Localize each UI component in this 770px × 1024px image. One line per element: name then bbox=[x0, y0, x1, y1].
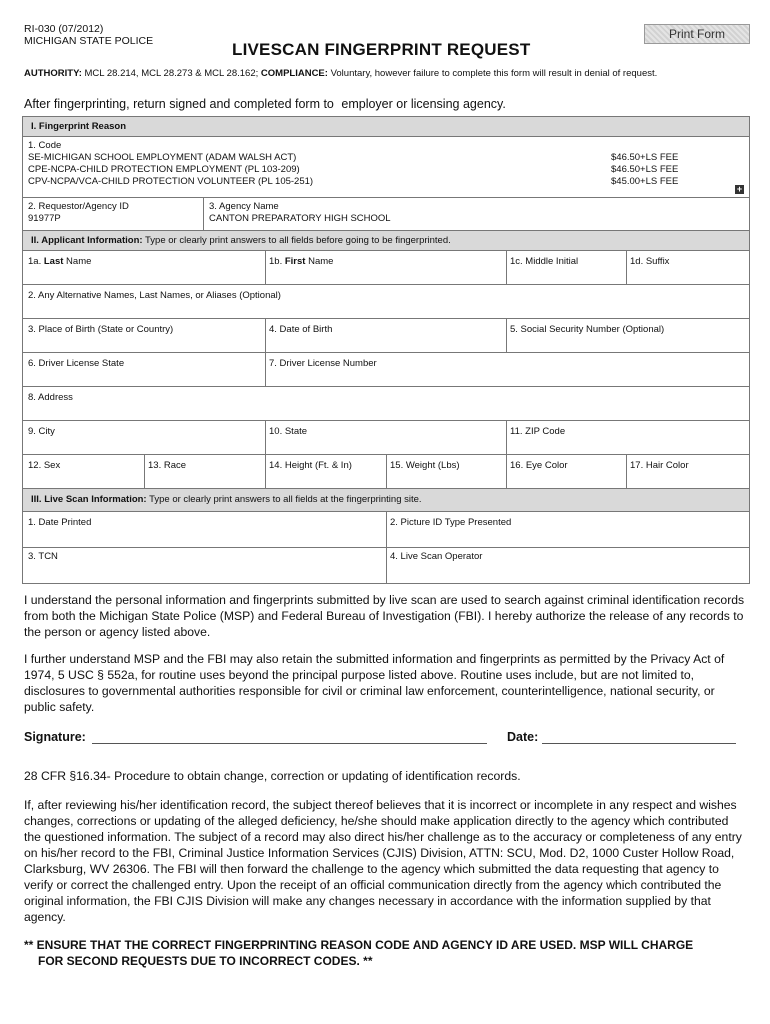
compliance-label: COMPLIANCE: bbox=[260, 68, 328, 79]
consent-paragraph-1: I understand the personal information and fingerprints submitted by live scan are used to search against criminal identification records from both the Michigan State Police (MSP) and Federal Bureau of Investigation (FBI). I hereby authorize the release of any records to the person or agency listed above. bbox=[24, 593, 745, 639]
field-label-bold: Last bbox=[43, 256, 64, 267]
return-instruction-text: After fingerprinting, return signed and completed form to bbox=[24, 97, 334, 111]
field-label: 1b. bbox=[269, 256, 283, 267]
tcn-field[interactable]: 3. TCN bbox=[28, 551, 58, 562]
city-field[interactable]: 9. City bbox=[28, 426, 55, 437]
hair-color-field[interactable]: 17. Hair Color bbox=[630, 460, 689, 471]
return-instruction bbox=[24, 97, 506, 111]
signature-label: Signature: bbox=[24, 730, 86, 744]
expand-plus-icon[interactable]: + bbox=[736, 184, 743, 194]
field-label-bold: First bbox=[284, 256, 306, 267]
eye-color-field[interactable]: 16. Eye Color bbox=[510, 460, 568, 471]
driver-license-number-field[interactable]: 7. Driver License Number bbox=[269, 358, 377, 369]
cfr-reference: 28 CFR §16.34- Procedure to obtain change, correction or updating of identification records. bbox=[24, 769, 521, 783]
reason-code-option[interactable]: SE-MICHIGAN SCHOOL EMPLOYMENT (ADAM WALSH ACT) bbox=[28, 152, 297, 163]
page-title: LIVESCAN FINGERPRINT REQUEST bbox=[232, 40, 531, 59]
height-field[interactable]: 14. Height (Ft. & In) bbox=[269, 460, 352, 471]
zip-code-field[interactable]: 11. ZIP Code bbox=[510, 426, 566, 437]
alternative-names-field[interactable]: 2. Any Alternative Names, Last Names, or Aliases (Optional) bbox=[28, 290, 281, 301]
ssn-field[interactable]: 5. Social Security Number (Optional) bbox=[510, 324, 665, 335]
return-target-field[interactable]: employer or licensing agency. bbox=[341, 97, 506, 111]
suffix-field[interactable]: 1d. Suffix bbox=[630, 256, 670, 267]
first-name-field[interactable] bbox=[269, 256, 501, 280]
requestor-agency-id-field[interactable]: 91977P bbox=[28, 213, 61, 224]
record-challenge-paragraph: If, after reviewing his/her identification record, the subject thereof believes that it is incorrect or incomplete in any respect and wishes changes, corrections or updating of the alleged deficiency, he/she should make application directly to the agency which contributed the questioned information. The subject of a record may also direct his/her challenge as to the accuracy or completeness of any entry on his/her record to the FBI, Criminal Justice Information Services (CJIS) Division, ATTN: SCU, Mod. D2, 1000 Custer Hollow Road, Clarksburg, WV 26306. The FBI will then forward the challenge to the agency which submitted the data requesting that agency to verify or correct the challenged entry. Upon the receipt of an official communication directly from the agency which contributed the original information, the FBI CJIS Division will make any changes necessary in accordance with the information supplied by that agency. bbox=[24, 798, 742, 924]
section-instruction: Type or clearly print answers to all fields at the fingerprinting site. bbox=[149, 494, 422, 505]
section-applicant-info-header bbox=[23, 231, 749, 250]
warning-line-2: FOR SECOND REQUESTS DUE TO INCORRECT CODES. ** bbox=[38, 954, 373, 968]
form-header-left bbox=[24, 23, 153, 47]
section-title: II. Applicant Information: bbox=[31, 235, 143, 246]
last-name-field[interactable] bbox=[28, 256, 260, 280]
sex-field[interactable]: 12. Sex bbox=[28, 460, 61, 471]
weight-field[interactable]: 15. Weight (Lbs) bbox=[390, 460, 460, 471]
date-of-birth-field[interactable]: 4. Date of Birth bbox=[269, 324, 333, 335]
picture-id-type-field[interactable]: 2. Picture ID Type Presented bbox=[390, 517, 512, 528]
field-label: Name bbox=[308, 256, 334, 267]
field-label: Name bbox=[66, 256, 92, 267]
authority-text: MCL 28.214, MCL 28.273 & MCL 28.162; bbox=[84, 68, 259, 79]
signature-field[interactable] bbox=[92, 743, 487, 744]
reason-code-label: 1. Code bbox=[28, 140, 62, 151]
reason-code-fee: $45.00+LS FEE bbox=[611, 176, 679, 187]
warning-line-1: ** ENSURE THAT THE CORRECT FINGERPRINTING REASON CODE AND AGENCY ID ARE USED. MSP WILL CHARGE bbox=[24, 938, 694, 952]
signature-date-field[interactable] bbox=[542, 743, 736, 744]
section-title: I. Fingerprint Reason bbox=[31, 121, 127, 132]
compliance-text: Voluntary, however failure to complete this form will result in denial of request. bbox=[330, 68, 658, 79]
middle-initial-field[interactable]: 1c. Middle Initial bbox=[510, 256, 579, 267]
date-printed-field[interactable]: 1. Date Printed bbox=[28, 517, 92, 528]
reason-code-option[interactable]: CPV-NCPA/VCA-CHILD PROTECTION VOLUNTEER (PL 105-251) bbox=[28, 176, 314, 187]
agency-name-label: 3. Agency Name bbox=[209, 201, 279, 212]
reason-code-option[interactable]: CPE-NCPA-CHILD PROTECTION EMPLOYMENT (PL 103-209) bbox=[28, 164, 300, 175]
requestor-agency-id-label: 2. Requestor/Agency ID bbox=[28, 201, 129, 212]
date-label: Date: bbox=[507, 730, 539, 744]
consent-paragraph-2: I further understand MSP and the FBI may also retain the submitted information and fingerprints as permitted by the Privacy Act of 1974, 5 USC § 552a, for routine uses beyond the principal purpose listed above. Routine uses include, but are not limited to, disclosures to governmental authorities responsible for civil or criminal law enforcement, counterintelligence, national security, or public safety. bbox=[24, 652, 725, 714]
fingerprint-form bbox=[22, 116, 750, 584]
section-fingerprint-reason-header bbox=[23, 117, 749, 136]
reason-code-fee: $46.50+LS FEE bbox=[611, 152, 679, 163]
address-field[interactable]: 8. Address bbox=[28, 392, 73, 403]
authority-label: AUTHORITY: bbox=[24, 68, 82, 79]
reason-code-fee: $46.50+LS FEE bbox=[611, 164, 679, 175]
print-form-button[interactable]: Print Form bbox=[644, 24, 750, 44]
place-of-birth-field[interactable]: 3. Place of Birth (State or Country) bbox=[28, 324, 174, 335]
section-live-scan-header bbox=[23, 489, 749, 511]
section-title: III. Live Scan Information: bbox=[31, 494, 147, 505]
form-number: RI-030 (07/2012) bbox=[24, 23, 104, 35]
race-field[interactable]: 13. Race bbox=[148, 460, 187, 471]
state-field[interactable]: 10. State bbox=[269, 426, 308, 437]
agency-name: MICHIGAN STATE POLICE bbox=[24, 35, 154, 47]
live-scan-operator-field[interactable]: 4. Live Scan Operator bbox=[390, 551, 483, 562]
field-label: 1a. bbox=[28, 256, 42, 267]
authority-line bbox=[24, 68, 657, 79]
driver-license-state-field[interactable]: 6. Driver License State bbox=[28, 358, 125, 369]
section-instruction: Type or clearly print answers to all fields before going to be fingerprinted. bbox=[145, 235, 451, 246]
agency-name-field[interactable]: CANTON PREPARATORY HIGH SCHOOL bbox=[209, 213, 391, 224]
